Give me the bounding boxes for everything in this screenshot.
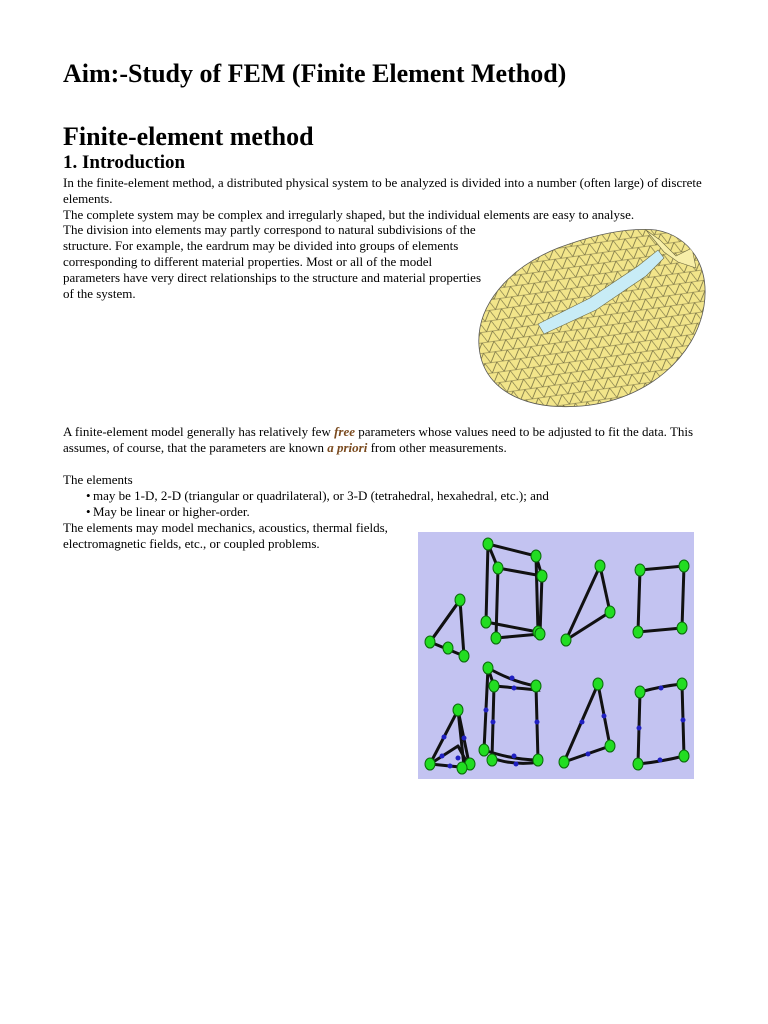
bullet-glyph: • [86,504,91,519]
coupled-problems-paragraph: The elements may model mechanics, acoustics, thermal fields, electromagnetic fields, etc., or coupled problems. [63,520,388,551]
p4-before: A finite-element model generally has relatively few [63,424,335,439]
a-priori-term: a priori [327,440,368,455]
list-item-text: May be linear or higher-order. [93,504,250,519]
intro-paragraph-2: The complete system may be complex and irregularly shaped, but the individual elements are easy to analyse. [63,207,635,222]
intro-paragraph-1: In the finite-element method, a distributed physical system to be analyzed is divided into a number (often large) of discrete elements. [63,175,702,206]
free-term: free [334,424,356,439]
list-item [63,504,549,520]
fem-heading: Finite-element method [63,122,314,151]
introduction-heading: 1. Introduction [63,152,186,173]
intro-paragraph-3: The division into elements may partly correspond to natural subdivisions of the structure. For example, the eardrum may be divided into groups of elements corresponding to different material properties. Most or all of the model parameters have very direct relationships to the structure and material properties of the system. [63,222,481,301]
eardrum-mesh-figure [478,228,708,410]
bullet-glyph: • [86,488,91,503]
model-parameters-paragraph [63,424,723,456]
p4-middle: parameters whose values need to be adjusted to fit the data. This assumes, of course, that the parameters are known [63,424,694,455]
element-types-figure [418,532,694,779]
p4-after: from other measurements. [367,440,507,455]
elements-list [63,488,549,520]
elements-intro: The elements [63,472,133,487]
aim-heading: Aim:-Study of FEM (Finite Element Method) [63,59,567,88]
list-item-text: may be 1-D, 2-D (triangular or quadrilateral), or 3-D (tetrahedral, hexahedral, etc.); and [93,488,549,503]
list-item [63,488,549,504]
